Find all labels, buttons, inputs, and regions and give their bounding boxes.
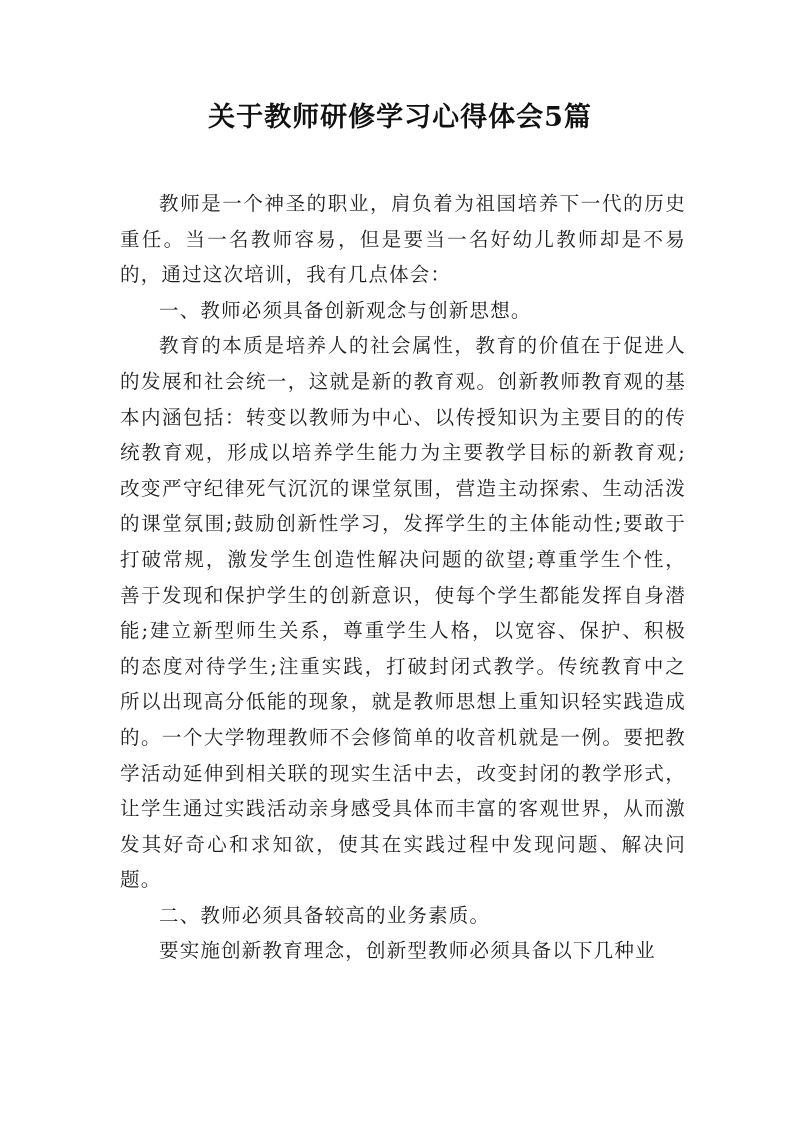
document-body — [120, 186, 686, 969]
intro-paragraph: 教师是一个神圣的职业，肩负着为祖国培养下一代的历史重任。当一名教师容易，但是要当一名好幼儿教师却是不易的，通过这次培训，我有几点体会： — [120, 192, 686, 287]
body-paragraph-truncated: 要实施创新教育理念，创新型教师必须具备以下几种业 — [159, 939, 656, 963]
body-paragraph: 教育的本质是培养人的社会属性，教育的价值在于促进人的发展和社会统一，这就是新的教育观。创新教师教育观的基本内涵包括：转变以教师为中心、以传授知识为主要目的的传统教育观，形成以培养学生能力为主要教学目标的新教育观;改变严守纪律死气沉沉的课堂氛围，营造主动探索、生动活泼的课堂氛围;鼓励创新性学习，发挥学生的主体能动性;要敢于打破常规，激发学生创造性解决问题的欲望;尊重学生个性，善于发现和保护学生的创新意识，使每个学生都能发挥自身潜能;建立新型师生关系，尊重学生人格，以宽容、保护、积极的态度对待学生;注重实践，打破封闭式教学。传统教育中之所以出现高分低能的现象，就是教师思想上重知识轻实践造成的。一个大学物理教师不会修简单的收音机就是一例。要把教学活动延伸到相关联的现实生活中去，改变封闭的教学形式，让学生通过实践活动亲身感受具体而丰富的客观世界，从而激发其好奇心和求知欲，使其在实践过程中发现问题、解决问题。 — [120, 334, 686, 892]
section-heading-one: 一、教师必须具备创新观念与创新思想。 — [159, 298, 532, 322]
document-title: 关于教师研修学习心得体会5篇 — [208, 102, 592, 133]
section-heading-two: 二、教师必须具备较高的业务素质。 — [159, 903, 491, 927]
